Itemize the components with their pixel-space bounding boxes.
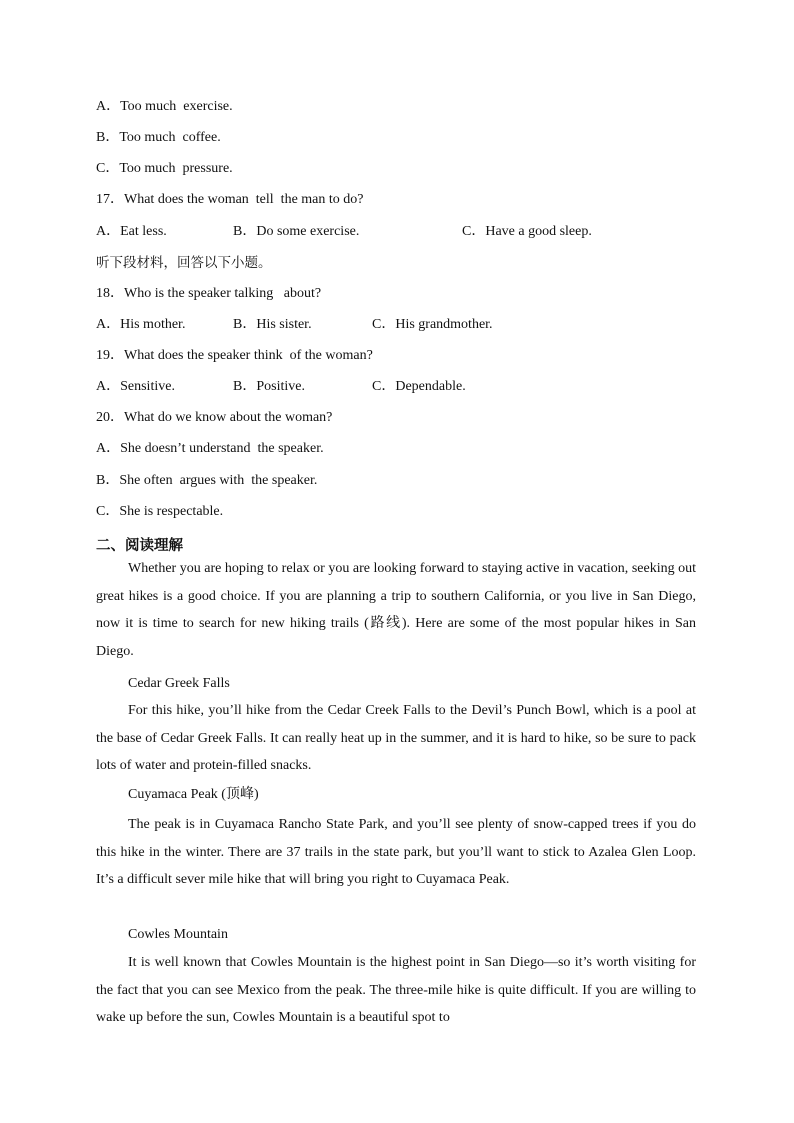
place1-title: Cedar Greek Falls: [128, 676, 230, 691]
q18-option-c: C．His grandmother.: [372, 317, 493, 332]
q16-option-b: B．Too much coffee.: [96, 130, 221, 145]
q16-option-a: A．Too much exercise.: [96, 99, 233, 114]
q16-option-c: C．Too much pressure.: [96, 161, 233, 176]
place3-title: Cowles Mountain: [128, 927, 228, 942]
q20-option-c: C．She is respectable.: [96, 504, 224, 519]
passage-intro: Whether you are hoping to relax or you are looking forward to staying active in vacation, seeking out great hikes is a good choice. If you are planning a trip to southern California, or you live in San Diego, now it is time to search for new hiking trails (路线). Here are some of the most popular hikes in San Diego.: [96, 561, 696, 659]
q18-option-a: A．His mother.: [96, 317, 186, 332]
q20-question: 20．What do we know about the woman?: [96, 410, 333, 425]
q19-option-b: B．Positive.: [233, 379, 305, 394]
section-instruction: 听下段材料，回答以下小题。: [96, 255, 272, 271]
q19-option-a: A．Sensitive.: [96, 379, 175, 394]
q18-option-b: B．His sister.: [233, 317, 312, 332]
place2-text: The peak is in Cuyamaca Rancho State Park, and you’ll see plenty of snow-capped trees if you do this hike in the winter. There are 37 trails in the state park, but you’ll want to stick to Azalea Glen Loop. It’s a difficult sever mile hike that will bring you right to Cuyamaca Peak.: [96, 817, 696, 888]
q17-option-c: C．Have a good sleep.: [462, 224, 592, 239]
place1-text: For this hike, you’ll hike from the Cedar Creek Falls to the Devil’s Punch Bowl, which is a pool at the base of Cedar Greek Falls. It can really heat up in the summer, and it is hard to hike, so be sure to pack lots of water and protein-filled snacks.: [96, 703, 696, 774]
place2-title: Cuyamaca Peak (顶峰): [128, 787, 259, 802]
q18-question: 18．Who is the speaker talking about?: [96, 286, 322, 301]
q17-option-b: B．Do some exercise.: [233, 224, 360, 239]
q20-option-b: B．She often argues with the speaker.: [96, 473, 318, 488]
q20-option-a: A．She doesn’t understand the speaker.: [96, 441, 324, 456]
q19-question: 19．What does the speaker think of the woman?: [96, 348, 373, 363]
q19-option-c: C．Dependable.: [372, 379, 466, 394]
q17-question: 17．What does the woman tell the man to do?: [96, 192, 364, 207]
reading-heading: 二、阅读理解: [96, 538, 183, 554]
q17-option-a: A．Eat less.: [96, 224, 167, 239]
place3-text: It is well known that Cowles Mountain is the highest point in San Diego—so it’s worth visiting for the fact that you can see Mexico from the peak. The three-mile hike is quite difficult. If you are willing to wake up before the sun, Cowles Mountain is a beautiful spot to: [96, 955, 696, 1026]
